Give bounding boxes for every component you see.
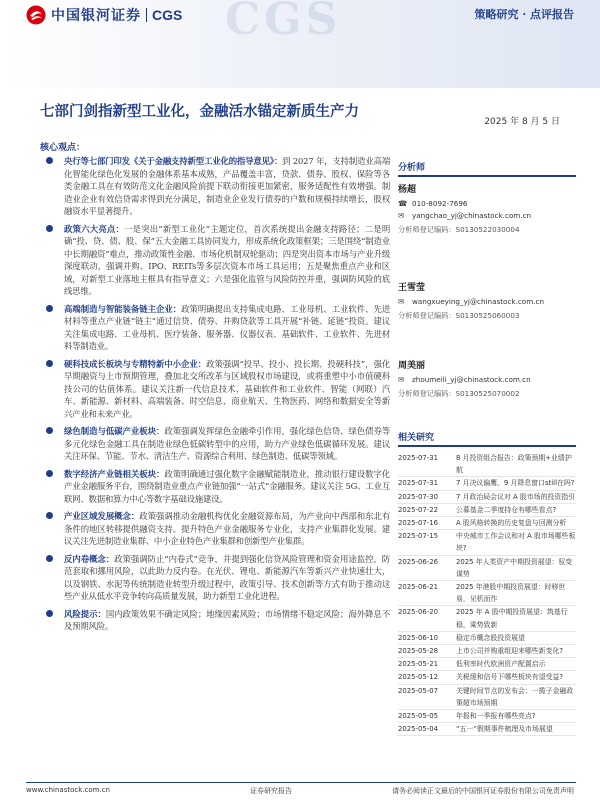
- key-point-text: [64, 510, 390, 548]
- related-research-date: 2025-05-28: [398, 647, 439, 656]
- key-point-body: 政策明确提出支持集成电路、工业母机、工业软件、先进材料等重点产业链“链主”通过信贷、债券、并购贷款等工具开展“补链、延链”投资。建议关注集成电路、工业母机、医疗装备、服务器、仪器仪表、基础软件、工业软件、先进材料等制造业。: [64, 303, 390, 351]
- related-research-date: 2025-07-16: [398, 519, 439, 528]
- key-point-body: 政策强调推动金融机构优化金融资源布局，为产业向中西部和东北有条件的地区转移提供融资支持。提升特色产业金融服务专业化，支持产业集群化发展。建议关注先进制造业集群、中小企业特色产业集群和创新型产业集群。: [64, 511, 391, 546]
- related-research-date: 2025-06-10: [398, 633, 439, 642]
- related-research-title[interactable]: 7 月决议偏鹰，9 月降息窗口still在吗?: [456, 479, 575, 488]
- logo-chinese-name: 中国银河证券: [51, 8, 141, 24]
- key-point: [40, 155, 390, 218]
- related-research-title[interactable]: 公募基金二季度持仓有哪些看点?: [456, 505, 557, 514]
- related-research-item[interactable]: [398, 710, 576, 723]
- analyst-card: [398, 182, 576, 236]
- bullet-icon: [46, 427, 53, 434]
- analyst-email-row[interactable]: [398, 296, 576, 308]
- key-point-text: [64, 303, 390, 353]
- key-point: [40, 425, 390, 463]
- key-point-body: 到 2027 年，支持制造业高端化智能化绿色化发展的金融体系基本成熟，产品覆盖丰富，贷款、债券、股权、保险等各类金融工具在有效防范文化金融风险前提下联动衔接更加紧密，服务适配性有效增强。制造业企业有效信贷需求得到充分满足，制造业企业发行债券的户数和规模持续增长，股权融资水平显著提升。: [64, 156, 391, 216]
- related-research-panel: [398, 430, 576, 736]
- key-point: [40, 223, 390, 298]
- bullet-icon: [46, 360, 53, 367]
- key-point-heading: 硬科技成长板块与专精特新中小企业：: [64, 358, 207, 369]
- key-point-body: 一是突出“新型工业化”主题定位，首次系统提出金融支持路径；二是明确“投、贷、债、股、保”五大金融工具协同发力，形成系统化政策框架；三是围绕“制造业中长期融资”难点，推动政策性金融、市场化机制双轮驱动；四是突出资本市场与产业升级深度联动，强调并购、IPO、REITs等多层次资本市场工具运用；五是聚焦重点产业和区域，对新型工业落地主框具有指导意义；六是强化监管与风险防控并重，强调防风险的底线思维。: [64, 223, 390, 296]
- key-point-heading: 高端制造与智能装备链主企业：: [64, 303, 182, 314]
- analyst-email[interactable]: zhoumeili_yj@chinastock.com.cn: [412, 375, 531, 384]
- phone-icon: ☎: [398, 199, 408, 208]
- analyst-phone-row: [398, 198, 576, 210]
- bullet-icon: [46, 225, 53, 232]
- key-point: [40, 608, 390, 633]
- related-research-title[interactable]: 关键时间节点的发布会：一揽子金融政策超市场预期: [456, 686, 574, 707]
- key-point-heading: 央行等七部门印发《关于金融支持新型工业化的指导意见》：: [64, 156, 283, 166]
- related-research-date: 2025-05-04: [398, 725, 439, 734]
- key-point-heading: 政策六大亮点：: [64, 223, 125, 234]
- footer-website[interactable]: www.chinastock.com.cn: [26, 786, 110, 794]
- related-research-item[interactable]: [398, 556, 576, 581]
- footer-disclaimer: 请务必阅读正文最后的中国银河证券股份有限公司免责声明: [392, 787, 574, 795]
- analyst-registration: 分析师登记编码：S0130525070002: [398, 389, 520, 398]
- key-points-list: [40, 155, 390, 638]
- related-research-date: 2025-05-07: [398, 686, 439, 695]
- related-research-title[interactable]: “五一”假期事件梳理及市场展望: [456, 725, 553, 734]
- key-points-label: 核心观点：: [40, 143, 86, 153]
- related-research-title[interactable]: 年报和一季报有哪些亮点?: [456, 712, 536, 721]
- cgs-logo-icon: [26, 5, 46, 25]
- key-point: [40, 468, 390, 506]
- related-research-list: [398, 452, 576, 736]
- key-point-heading: 反内卷概念：: [64, 553, 115, 564]
- related-research-item[interactable]: [398, 504, 576, 517]
- related-research-date: 2025-05-21: [398, 660, 439, 669]
- key-point-text: [64, 468, 390, 506]
- report-title: 七部门剑指新型工业化，金融活水锚定新质生产力: [40, 103, 359, 120]
- related-research-item[interactable]: [398, 645, 576, 658]
- related-research-date: 2025-07-31: [398, 479, 439, 488]
- key-point: [40, 510, 390, 548]
- related-research-item[interactable]: [398, 491, 576, 504]
- related-research-date: 2025-07-15: [398, 532, 439, 541]
- related-research-item[interactable]: [398, 606, 576, 631]
- related-research-heading: 相关研究: [398, 430, 576, 447]
- email-icon: ✉: [398, 211, 405, 220]
- related-research-date: 2025-07-22: [398, 505, 439, 514]
- analyst-registration: 分析师登记编码：S0130525060003: [398, 311, 520, 320]
- related-research-item[interactable]: [398, 581, 576, 606]
- analyst-name: 杨超: [398, 185, 417, 195]
- logo-english-name: CGS: [152, 7, 183, 23]
- related-research-title[interactable]: 关税缓和信号下哪些板块有望受益?: [456, 673, 564, 682]
- analyst-email-row[interactable]: [398, 374, 576, 386]
- related-research-title[interactable]: 2025 年 A 股中期投资展望：筑基行稳，乘势致新: [456, 608, 568, 629]
- bullet-icon: [46, 512, 53, 519]
- company-logo: [26, 4, 182, 26]
- analysts-heading: 分析师: [398, 160, 576, 177]
- key-point: [40, 358, 390, 421]
- related-research-date: 2025-06-26: [398, 557, 439, 566]
- key-point: [40, 553, 390, 603]
- analyst-name: 王雪莹: [398, 283, 426, 293]
- related-research-date: 2025-06-20: [398, 608, 439, 617]
- key-point-text: [64, 358, 390, 421]
- related-research-title[interactable]: 8 月投资组合报告：政策预期+业绩护航: [456, 454, 572, 475]
- related-research-item[interactable]: [398, 723, 576, 736]
- bullet-icon: [46, 305, 53, 312]
- related-research-item[interactable]: [398, 671, 576, 684]
- header-watermark: CGS: [225, 0, 342, 45]
- analysts-panel: [398, 160, 576, 412]
- analyst-phone: 010-8092-7696: [412, 199, 468, 208]
- logo-divider: [146, 8, 147, 22]
- footer-divider: [26, 782, 576, 783]
- email-icon: ✉: [398, 297, 405, 306]
- related-research-date: 2025-05-12: [398, 673, 439, 682]
- related-research-item[interactable]: [398, 632, 576, 645]
- analyst-card: [398, 280, 576, 322]
- related-research-item[interactable]: [398, 658, 576, 671]
- related-research-title[interactable]: 稳定币概念股投资展望: [456, 633, 525, 642]
- related-research-title[interactable]: 2025 年人类资产中期投资展望：驭变谋势: [456, 557, 573, 578]
- bullet-icon: [46, 470, 53, 477]
- key-point-body: 政策强调防止“内卷式”竞争，并提到强化信贷风险管理和资金用途监控，防范套取和挪用风险，以此助力反内卷。在光伏、锂电、新能源汽车等新兴产业快速壮大，以及钢铁、水泥等传统制造业转型升级过程中，政策引导、技术创新等方式有助于推动这些产业从低水平竞争转向高质量发展，助力新型工业化进程。: [64, 553, 390, 601]
- key-point-heading: 风险提示：: [64, 608, 106, 619]
- related-research-date: 2025-07-31: [398, 454, 439, 462]
- analyst-name: 周美丽: [398, 361, 426, 371]
- analyst-email-row[interactable]: [398, 210, 576, 222]
- related-research-item[interactable]: [398, 477, 576, 490]
- related-research-date: 2025-06-21: [398, 583, 439, 592]
- key-point-text: [64, 608, 390, 633]
- report-date: 2025 年 8 月 5 日: [484, 117, 560, 127]
- key-point-text: [64, 223, 390, 298]
- analyst-card: [398, 358, 576, 400]
- related-research-item[interactable]: [398, 517, 576, 530]
- related-research-title[interactable]: A 股风格转换的历史复盘与回测分析: [456, 519, 567, 528]
- key-point-heading: 产业区域发展概念：: [64, 511, 140, 521]
- related-research-item[interactable]: [398, 685, 576, 710]
- key-point-text: [64, 553, 390, 603]
- footer-report-label: 证券研究报告: [250, 787, 292, 795]
- analyst-registration: 分析师登记编码：S0130522030004: [398, 225, 520, 234]
- related-research-date: 2025-07-30: [398, 492, 439, 501]
- key-point-body: 政策强调“投早、投小、投长期、投硬科技”，强化早期融资与上市预期管理，叠加北交所改革与区域股权市场建设，或将重塑中小市值硬科技公司的估值体系。建议关注新一代信息技术、基础软件和工业软件、智能（网联）汽车、新能源、新材料、高端装备、时空信息、商业航天、生物医药、网络和数据安全等新兴产业和未来产业。: [64, 358, 390, 419]
- related-research-title[interactable]: 7 月政治局会议对 A 股市场的投资指引: [456, 492, 576, 501]
- key-point-body: 政策明确通过强化数字金融赋能制造业，推动银行建设数字化产业金融服务平台，围绕制造业重点产业链加强“一站式”金融服务。建议关注 5G、工业互联网、数据和算力中心等数字基础设施建设。: [64, 468, 390, 504]
- key-point: [40, 303, 390, 353]
- key-point-heading: 绿色制造与低碳产业板块：: [64, 426, 165, 436]
- bullet-icon: [46, 555, 53, 562]
- related-research-date: 2025-05-05: [398, 712, 439, 721]
- key-point-body: 政策强调发挥绿色金融牵引作用，强化绿色信贷、绿色债券等多元化绿色金融工具在制造业绿色低碳转型中的应用，助力产业绿色低碳循环发展。建议关注环保、节能、节水、清洁生产、资源综合利用、绿色制造、低碳等领域。: [64, 426, 390, 461]
- related-research-title[interactable]: 低利率时代欧洲资产配置启示: [456, 660, 546, 669]
- analyst-email[interactable]: wangxueying_yj@chinastock.com.cn: [412, 297, 544, 306]
- report-type-label: 策略研究 · 点评报告: [474, 8, 574, 21]
- key-point-heading: 数字经济产业链相关板块：: [64, 468, 165, 479]
- related-research-item[interactable]: [398, 530, 576, 555]
- related-research-title[interactable]: 2025 年港股中期投资展望：时移世易，见机而作: [456, 583, 566, 604]
- related-research-title[interactable]: 上市公司并购重组迎来哪些新变化?: [456, 647, 564, 656]
- email-icon: ✉: [398, 375, 405, 384]
- key-point-text: [64, 155, 390, 218]
- key-point-text: [64, 425, 390, 463]
- bullet-icon: [46, 157, 53, 164]
- key-point-body: 国内政策效果不确定风险；地缘因素风险；市场情绪不稳定风险；海外降息不及预期风险。: [64, 608, 391, 631]
- related-research-item[interactable]: [398, 452, 576, 477]
- bullet-icon: [46, 610, 53, 617]
- analyst-email[interactable]: yangchao_yj@chinastock.com.cn: [412, 211, 532, 220]
- related-research-title[interactable]: 中央城市工作会议和对 A 股市场哪些板块?: [456, 532, 576, 553]
